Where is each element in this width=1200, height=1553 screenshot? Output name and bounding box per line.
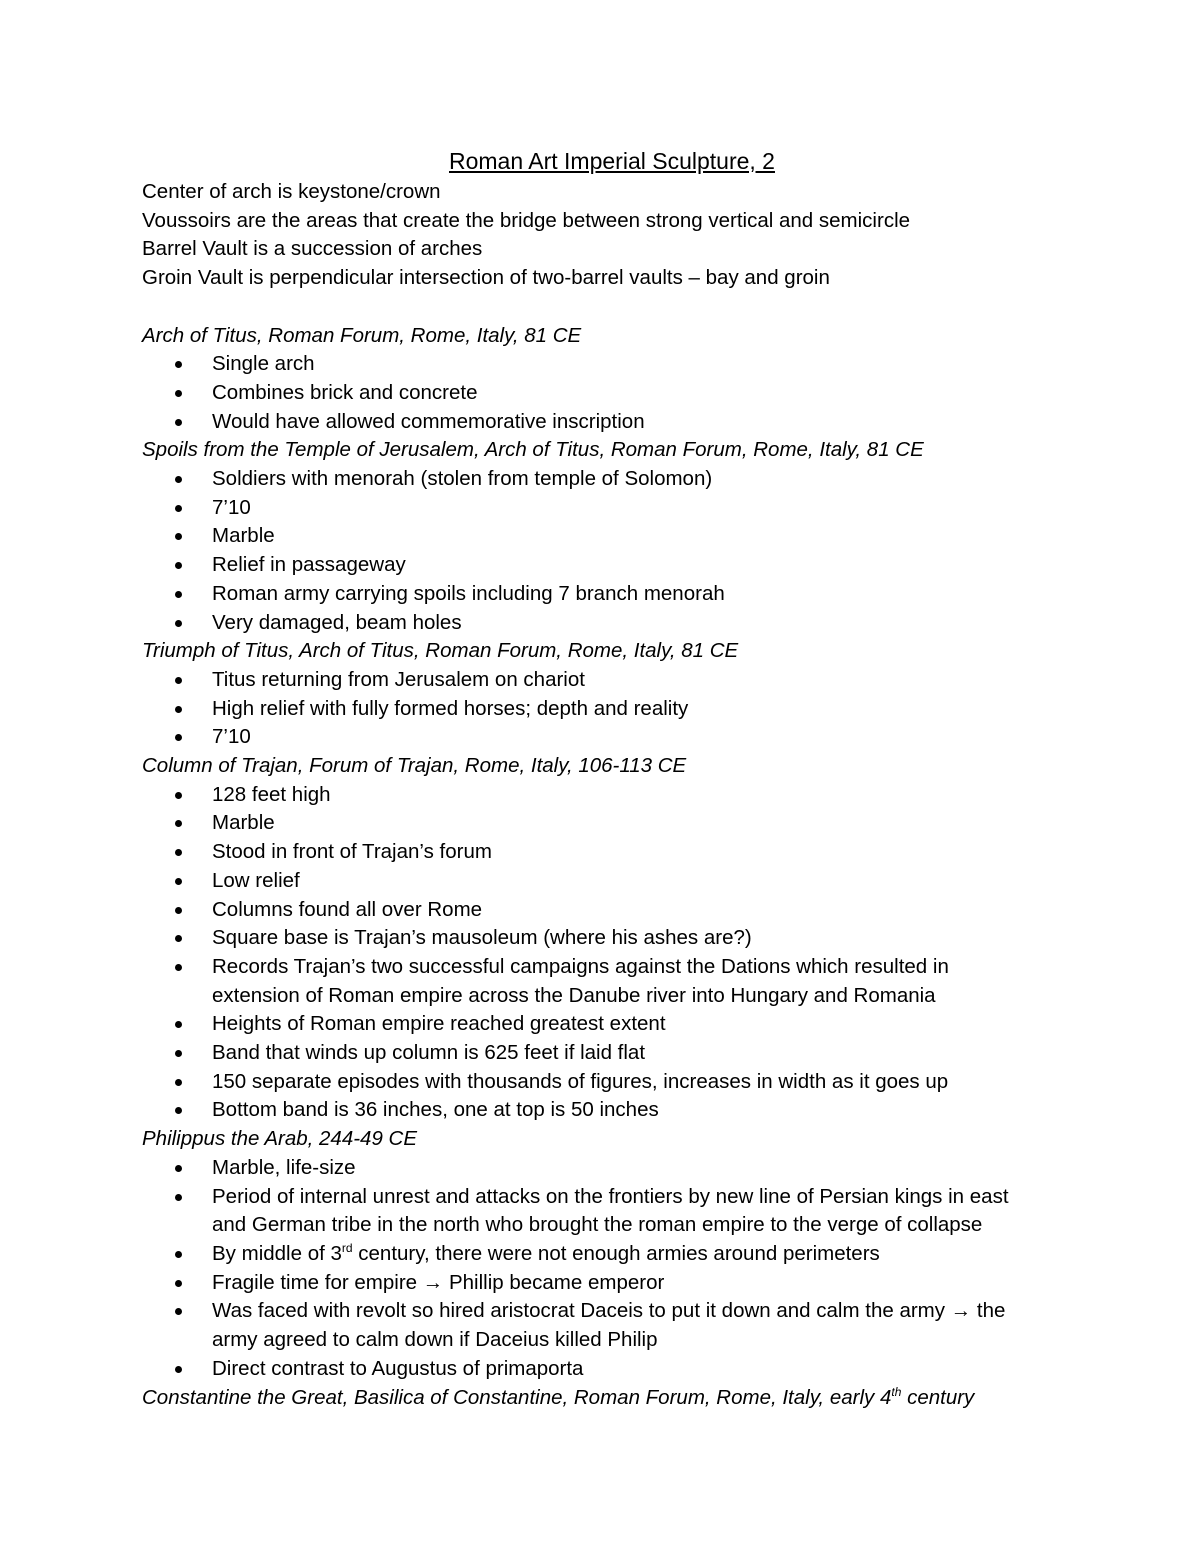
section-heading: Spoils from the Temple of Jerusalem, Arch of Titus, Roman Forum, Rome, Italy, 81 CE (142, 438, 924, 462)
bullet-icon (175, 361, 182, 368)
bullet-icon (175, 562, 182, 569)
bullet-icon (175, 1079, 182, 1086)
bullet-item: Would have allowed commemorative inscription (142, 408, 1102, 437)
bullet-item: Was faced with revolt so hired aristocrat Daceis to put it down and calm the army → the army agreed to calm down if Daceius killed Philip (142, 1297, 1102, 1354)
arrow-right-icon: → (950, 1299, 972, 1323)
bullet-item: Bottom band is 36 inches, one at top is 50 inches (142, 1096, 1102, 1125)
bullet-list (142, 1154, 1102, 1384)
bullet-list (142, 781, 1102, 1125)
bullet-item: 150 separate episodes with thousands of figures, increases in width as it goes up (142, 1068, 1102, 1097)
bullet-item: Relief in passageway (142, 551, 1102, 580)
bullet-icon (175, 677, 182, 684)
intro-line: Center of arch is keystone/crown (142, 180, 441, 203)
bullet-item: Marble, life-size (142, 1154, 1102, 1183)
bullet-item: Band that winds up column is 625 feet if laid flat (142, 1039, 1102, 1068)
bullet-icon (175, 849, 182, 856)
bullet-item: Marble (142, 522, 1102, 551)
bullet-item: Period of internal unrest and attacks on the frontiers by new line of Persian kings in east and German tribe in the north who brought the roman empire to the verge of collapse (142, 1183, 1102, 1240)
bullet-icon (175, 1165, 182, 1172)
intro-line: Barrel Vault is a succession of arches (142, 237, 483, 261)
document-title: Roman Art Imperial Sculpture, 2 (449, 148, 775, 174)
bullet-item: Soldiers with menorah (stolen from temple of Solomon) (142, 465, 1102, 494)
bullet-item: By middle of 3rd century, there were not enough armies around perimeters (142, 1240, 1102, 1269)
bullet-item: 7’10 (142, 723, 1102, 752)
bullet-icon (175, 476, 182, 483)
bullet-icon (175, 734, 182, 741)
bullet-icon (175, 533, 182, 540)
bullet-item: Combines brick and concrete (142, 379, 1102, 408)
bullet-item: Heights of Roman empire reached greatest extent (142, 1010, 1102, 1039)
section-heading: Constantine the Great, Basilica of Constantine, Roman Forum, Rome, Italy, early 4th century (142, 1384, 975, 1409)
bullet-icon (175, 1366, 182, 1373)
bullet-icon (175, 591, 182, 598)
bullet-list (142, 465, 1102, 637)
bullet-item: Columns found all over Rome (142, 896, 1102, 925)
bullet-item: High relief with fully formed horses; depth and reality (142, 695, 1102, 724)
bullet-icon (175, 820, 182, 827)
bullet-icon (175, 1280, 182, 1287)
bullet-icon (175, 505, 182, 512)
bullet-item: Low relief (142, 867, 1102, 896)
blank-line (142, 293, 1102, 322)
bullet-list (142, 350, 1102, 436)
bullet-item: Square base is Trajan’s mausoleum (where his ashes are?) (142, 924, 1102, 953)
bullet-icon (175, 390, 182, 397)
bullet-item: Roman army carrying spoils including 7 branch menorah (142, 580, 1102, 609)
bullet-item: Titus returning from Jerusalem on chariot (142, 666, 1102, 695)
intro-line: Voussoirs are the areas that create the bridge between strong vertical and semicircle (142, 208, 911, 232)
section-heading: Column of Trajan, Forum of Trajan, Rome, Italy, 106-113 CE (142, 754, 687, 778)
bullet-icon (175, 1107, 182, 1114)
bullet-icon (175, 964, 182, 971)
section-heading: Triumph of Titus, Arch of Titus, Roman Forum, Rome, Italy, 81 CE (142, 639, 739, 663)
section-heading: Philippus the Arab, 244-49 CE (142, 1127, 418, 1151)
bullet-item: Stood in front of Trajan’s forum (142, 838, 1102, 867)
bullet-icon (175, 1308, 182, 1315)
bullet-item: Fragile time for empire → Phillip became emperor (142, 1269, 1102, 1298)
bullet-icon (175, 792, 182, 799)
intro-line: Groin Vault is perpendicular intersection of two-barrel vaults – bay and groin (142, 266, 830, 290)
bullet-icon (175, 878, 182, 885)
bullet-item: Very damaged, beam holes (142, 609, 1102, 638)
section-heading: Arch of Titus, Roman Forum, Rome, Italy, 81 CE (142, 323, 582, 347)
bullet-item: Records Trajan’s two successful campaigns against the Dations which resulted in extension of Roman empire across the Danube river into Hungary and Romania (142, 953, 1042, 1010)
bullet-icon (175, 1194, 182, 1201)
bullet-icon (175, 620, 182, 627)
bullet-item: 7’10 (142, 494, 1102, 523)
bullet-icon (175, 907, 182, 914)
bullet-icon (175, 1050, 182, 1057)
bullet-icon (175, 1021, 182, 1028)
bullet-icon (175, 935, 182, 942)
bullet-icon (175, 706, 182, 713)
bullet-item: 128 feet high (142, 781, 1102, 810)
bullet-icon (175, 419, 182, 426)
arrow-right-icon: → (422, 1270, 444, 1294)
document-page (142, 146, 1102, 1412)
bullet-icon (175, 1251, 182, 1258)
bullet-item: Single arch (142, 350, 1102, 379)
bullet-list (142, 666, 1102, 752)
bullet-item: Marble (142, 809, 1102, 838)
bullet-item: Direct contrast to Augustus of primaporta (142, 1355, 1102, 1384)
